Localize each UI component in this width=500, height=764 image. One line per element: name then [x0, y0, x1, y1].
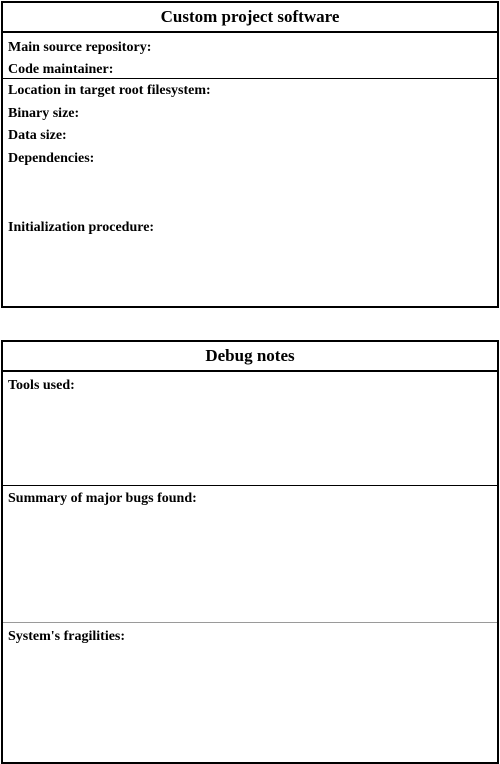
debug-notes-title: Debug notes — [3, 342, 497, 372]
deployment-section — [3, 79, 497, 306]
main-source-repository-label: Main source repository: — [8, 40, 152, 55]
major-bugs-summary-label: Summary of major bugs found: — [8, 491, 197, 506]
code-maintainer-label: Code maintainer: — [8, 62, 114, 77]
system-fragilities-label: System's fragilities: — [8, 629, 126, 644]
custom-project-software-panel — [1, 1, 499, 308]
data-size-label: Data size: — [8, 128, 67, 143]
binary-size-label: Binary size: — [8, 106, 80, 121]
major-bugs-section — [3, 486, 497, 623]
tools-used-section — [3, 372, 497, 486]
system-fragilities-section — [3, 623, 497, 760]
initialization-procedure-label: Initialization procedure: — [8, 220, 155, 235]
dependencies-label: Dependencies: — [8, 151, 95, 166]
tools-used-label: Tools used: — [8, 378, 75, 393]
location-in-rootfs-label: Location in target root filesystem: — [8, 83, 211, 98]
repository-section — [3, 33, 497, 79]
debug-notes-panel — [1, 340, 499, 764]
custom-project-software-title: Custom project software — [3, 3, 497, 33]
